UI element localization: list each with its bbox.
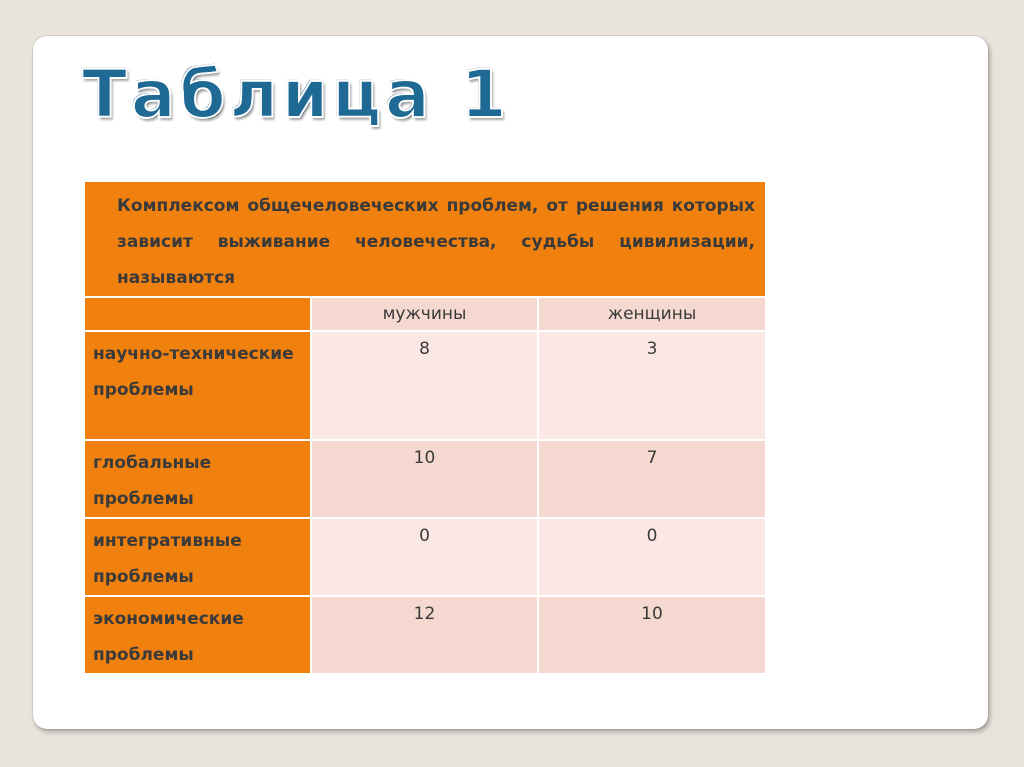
- table-row: [84, 440, 766, 518]
- row-label: экономические проблемы: [84, 596, 311, 674]
- page-title: Таблица 1: [82, 56, 511, 133]
- table-row: [84, 596, 766, 674]
- row-label: глобальные проблемы: [84, 440, 311, 518]
- column-header-men: мужчины: [311, 297, 538, 331]
- column-header-women: женщины: [538, 297, 766, 331]
- row-label: научно-технические проблемы: [84, 331, 311, 440]
- cell-men: 0: [311, 518, 538, 596]
- cell-men: 10: [311, 440, 538, 518]
- cell-men: 12: [311, 596, 538, 674]
- cell-women: 7: [538, 440, 766, 518]
- data-table: [83, 180, 767, 675]
- table-question: Комплексом общечеловеческих проблем, от решения которых зависит выживание человечества, судьбы цивилизации, называются: [84, 181, 766, 297]
- cell-men: 8: [311, 331, 538, 440]
- table-column-header-row: [84, 297, 766, 331]
- column-header-empty: [84, 297, 311, 331]
- table-row: [84, 518, 766, 596]
- cell-women: 0: [538, 518, 766, 596]
- table-question-row: [84, 181, 766, 297]
- cell-women: 10: [538, 596, 766, 674]
- cell-women: 3: [538, 331, 766, 440]
- row-label: интегративные проблемы: [84, 518, 311, 596]
- table-row: [84, 331, 766, 440]
